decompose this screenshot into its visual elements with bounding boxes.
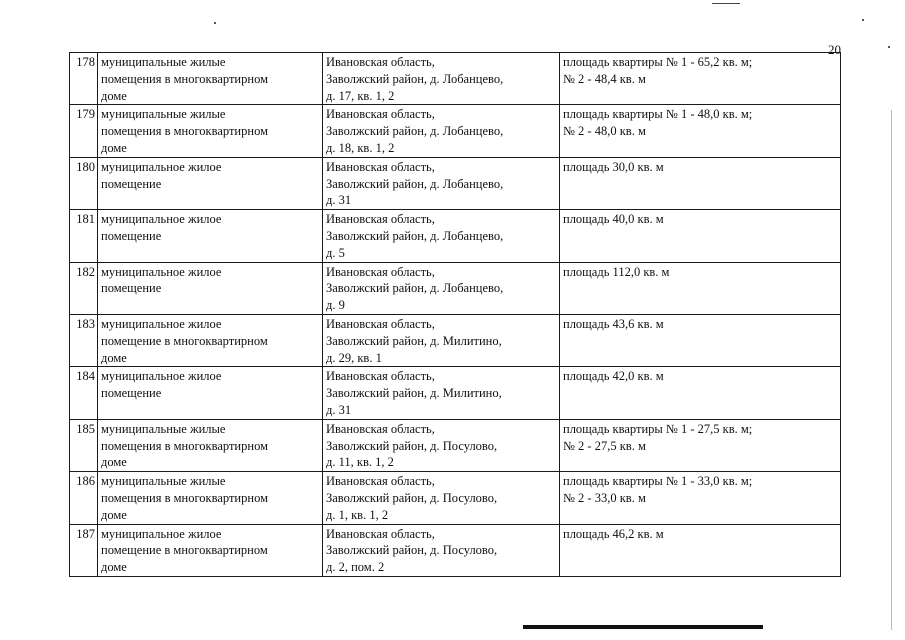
address-cell: [323, 472, 560, 524]
description-cell: [560, 105, 841, 157]
address-line: д. 29, кв. 1: [326, 350, 382, 365]
name-cell: [98, 524, 323, 576]
address-line: Заволжский район, д. Лобанцево,: [326, 71, 504, 86]
address-line: Заволжский район, д. Лобанцево,: [326, 281, 504, 296]
name-line: помещение: [101, 176, 162, 191]
description-cell: [560, 210, 841, 262]
address-line: Заволжский район, д. Милитино,: [326, 333, 502, 348]
table-body: [70, 53, 841, 577]
name-line: помещения в многоквартирном: [101, 71, 268, 86]
name-cell: [98, 210, 323, 262]
description-cell: [560, 262, 841, 314]
address-line: Заволжский район, д. Лобанцево,: [326, 176, 504, 191]
name-cell: [98, 419, 323, 471]
address-cell: [323, 105, 560, 157]
address-cell: [323, 314, 560, 366]
address-line: Ивановская область,: [326, 55, 435, 69]
description-cell: [560, 524, 841, 576]
name-line: муниципальное жилое: [101, 159, 222, 174]
address-line: Ивановская область,: [326, 526, 435, 541]
name-cell: [98, 53, 323, 105]
table-row: [70, 157, 841, 209]
scan-artifact-dot: [888, 46, 890, 48]
address-line: Ивановская область,: [326, 212, 435, 227]
description-cell: [560, 367, 841, 419]
name-line: доме: [101, 88, 127, 103]
description-line: № 2 - 48,4 кв. м: [563, 71, 646, 86]
name-line: помещение: [101, 386, 162, 401]
name-line: муниципальное жилое: [101, 264, 222, 279]
table-row: [70, 472, 841, 524]
address-line: Ивановская область,: [326, 421, 435, 436]
address-line: д. 17, кв. 1, 2: [326, 88, 395, 103]
description-line: площадь 30,0 кв. м: [563, 159, 664, 174]
address-line: д. 18, кв. 1, 2: [326, 140, 395, 155]
address-cell: [323, 210, 560, 262]
name-line: помещение: [101, 228, 162, 243]
description-line: площадь 112,0 кв. м: [563, 264, 670, 279]
name-cell: [98, 314, 323, 366]
address-line: д. 31: [326, 193, 352, 208]
name-line: помещения в многоквартирном: [101, 124, 268, 139]
address-line: Заволжский район, д. Посулово,: [326, 543, 498, 558]
address-line: Заволжский район, д. Посулово,: [326, 438, 498, 453]
description-line: площадь квартиры № 1 - 27,5 кв. м;: [563, 421, 753, 436]
address-cell: [323, 262, 560, 314]
scan-artifact-bar: [523, 625, 763, 629]
description-line: площадь 42,0 кв. м: [563, 369, 664, 384]
page-number: 20: [828, 42, 841, 57]
name-line: помещения в многоквартирном: [101, 438, 268, 453]
address-line: д. 1, кв. 1, 2: [326, 507, 389, 522]
description-cell: [560, 419, 841, 471]
row-number-cell: 181: [70, 210, 98, 262]
address-line: Заволжский район, д. Посулово,: [326, 490, 498, 505]
description-line: площадь квартиры № 1 - 65,2 кв. м;: [563, 55, 753, 69]
row-number-cell: 182: [70, 262, 98, 314]
address-line: Ивановская область,: [326, 369, 435, 384]
description-line: площадь квартиры № 1 - 33,0 кв. м;: [563, 474, 753, 489]
address-line: Ивановская область,: [326, 159, 435, 174]
description-line: № 2 - 33,0 кв. м: [563, 490, 646, 505]
table-row: [70, 367, 841, 419]
name-line: помещения в многоквартирном: [101, 490, 268, 505]
address-cell: [323, 524, 560, 576]
scan-artifact-edge: [891, 110, 892, 630]
address-line: Ивановская область,: [326, 107, 435, 122]
name-line: доме: [101, 507, 127, 522]
row-number-cell: 185: [70, 419, 98, 471]
description-cell: [560, 472, 841, 524]
description-line: площадь 40,0 кв. м: [563, 212, 664, 227]
name-line: помещение в многоквартирном: [101, 333, 268, 348]
scan-artifact-dot: [214, 22, 216, 24]
description-cell: [560, 314, 841, 366]
address-line: д. 11, кв. 1, 2: [326, 455, 394, 470]
name-line: доме: [101, 350, 127, 365]
name-line: муниципальное жилое: [101, 316, 222, 331]
description-line: площадь квартиры № 1 - 48,0 кв. м;: [563, 107, 753, 122]
row-number-cell: 186: [70, 472, 98, 524]
address-line: Заволжский район, д. Лобанцево,: [326, 124, 504, 139]
address-cell: [323, 157, 560, 209]
scan-artifact-line: [712, 3, 740, 4]
name-line: муниципальные жилые: [101, 55, 226, 69]
scan-artifact-dot: [862, 19, 864, 21]
name-line: муниципальное жилое: [101, 526, 222, 541]
address-cell: [323, 367, 560, 419]
name-line: помещение в многоквартирном: [101, 543, 268, 558]
name-cell: [98, 157, 323, 209]
table-row: [70, 419, 841, 471]
table-row: [70, 53, 841, 105]
name-line: муниципальные жилые: [101, 474, 226, 489]
description-line: № 2 - 27,5 кв. м: [563, 438, 646, 453]
table-row: [70, 314, 841, 366]
address-line: Заволжский район, д. Милитино,: [326, 386, 502, 401]
property-registry-table: [69, 52, 841, 577]
description-line: № 2 - 48,0 кв. м: [563, 124, 646, 139]
address-line: Ивановская область,: [326, 316, 435, 331]
name-line: помещение: [101, 281, 162, 296]
address-line: д. 5: [326, 245, 345, 260]
name-line: муниципальные жилые: [101, 107, 226, 122]
row-number-cell: 187: [70, 524, 98, 576]
description-line: площадь 46,2 кв. м: [563, 526, 664, 541]
name-line: доме: [101, 455, 127, 470]
name-line: доме: [101, 140, 127, 155]
table-row: [70, 524, 841, 576]
address-line: Заволжский район, д. Лобанцево,: [326, 228, 504, 243]
name-cell: [98, 262, 323, 314]
row-number-cell: 180: [70, 157, 98, 209]
description-line: площадь 43,6 кв. м: [563, 316, 664, 331]
address-line: д. 9: [326, 298, 345, 313]
description-cell: [560, 53, 841, 105]
address-line: д. 31: [326, 402, 352, 417]
name-line: доме: [101, 560, 127, 575]
row-number-cell: 178: [70, 53, 98, 105]
row-number-cell: 179: [70, 105, 98, 157]
name-cell: [98, 367, 323, 419]
row-number-cell: 184: [70, 367, 98, 419]
name-cell: [98, 105, 323, 157]
description-cell: [560, 157, 841, 209]
address-cell: [323, 419, 560, 471]
address-cell: [323, 53, 560, 105]
name-line: муниципальное жилое: [101, 369, 222, 384]
name-line: муниципальные жилые: [101, 421, 226, 436]
row-number-cell: 183: [70, 314, 98, 366]
name-cell: [98, 472, 323, 524]
name-line: муниципальное жилое: [101, 212, 222, 227]
address-line: д. 2, пом. 2: [326, 560, 385, 575]
table-row: [70, 105, 841, 157]
address-line: Ивановская область,: [326, 474, 435, 489]
table-row: [70, 262, 841, 314]
table-row: [70, 210, 841, 262]
address-line: Ивановская область,: [326, 264, 435, 279]
